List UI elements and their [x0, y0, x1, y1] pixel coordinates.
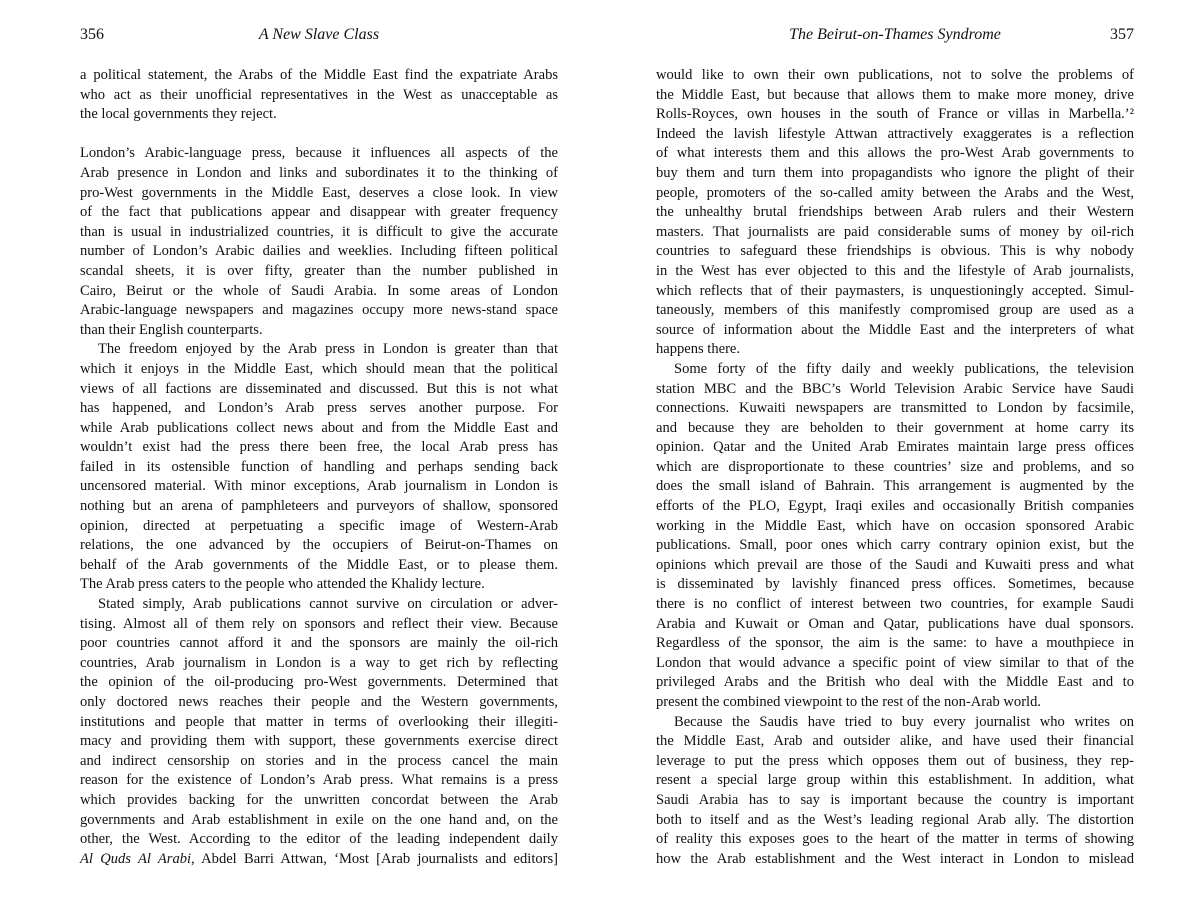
text-line: would like to own their own publications, not to solve the problems of: [656, 67, 1134, 83]
text-line: the Middle East, Arab and outsider alike, and have used their financial: [656, 733, 1134, 750]
text-line: institutions and people that matter in terms of overlooking their illegiti-: [80, 713, 558, 730]
paragraph: [80, 595, 558, 869]
paragraph: [80, 144, 558, 340]
text-line: than is usual in industrialized countries, it is difficult to give the accurate: [80, 223, 558, 240]
text-line: the opinion of the oil-producing pro-West governments. Determined that: [80, 674, 558, 691]
text-line: number of London’s Arabic dailies and weeklies. Including fifteen political: [80, 243, 558, 260]
running-title-left: A New Slave Class: [258, 26, 380, 43]
text-line: present the combined viewpoint to the rest of the non-Arab world.: [656, 694, 1041, 710]
paragraph: [656, 360, 1134, 713]
text-line: failed in its ostensible function of handling and perhaps sending back: [80, 458, 558, 475]
text-line: of reality this exposes goes to the heart of the matter in terms of showing: [656, 831, 1134, 848]
text-line: working in the Middle East, which have on occasion sponsored Arabic: [656, 517, 1134, 534]
text-line: views of all factions are disseminated and discussed. But this is not what: [80, 380, 558, 397]
text-line: London that would advance a specific point of view similar to that of the: [656, 654, 1134, 671]
text-line: other, the West. According to the editor of the leading independent daily: [80, 831, 558, 848]
text-line: the local governments they reject.: [80, 106, 277, 123]
text-line: Saudi Arabia has to say is important because the country is important: [656, 791, 1134, 808]
text-line: people, promoters of the so-called amity between the Arabs and the West,: [656, 184, 1134, 201]
text-line: which are disproportionate to these countries’ size and problems, and so: [656, 458, 1134, 475]
text-line: which reflects that of their paymasters, is unquestioningly accepted. Simul-: [656, 282, 1134, 299]
page-number-right: 357: [1110, 26, 1134, 43]
text-line: countries to safeguard these friendships is obvious. This is why nobody: [656, 243, 1134, 260]
text-line: the Middle East, but because that allows them to make more money, drive: [656, 86, 1134, 103]
text-line: source of information about the Middle East and the interpreters of what: [656, 321, 1134, 338]
text-line: reason for the existence of London’s Arab press. What remains is a press: [80, 772, 558, 789]
text-line: in the West has ever objected to this and the lifestyle of Arab journalists,: [656, 262, 1134, 279]
text-line: Indeed the lavish lifestyle Attwan attractively exaggerates is a reflection: [656, 125, 1134, 142]
text-line: which provides backing for the unwritten concordat between the Arab: [80, 791, 558, 808]
text-line: [80, 850, 558, 870]
paragraph: [80, 66, 558, 125]
text-line: only doctored news reaches their people and the Western governments,: [80, 694, 558, 710]
text-line: opinions which prevail are those of the Saudi and Kuwaiti press and what: [656, 556, 1134, 573]
text-line: resent a special large group within this establishment. In addition, what: [656, 772, 1134, 789]
text-line: has happened, and London’s Arab press serves another purpose. For: [80, 400, 558, 417]
text-line: macy and providing them with support, these governments exercise direct: [80, 733, 558, 750]
paragraph: [656, 713, 1134, 870]
text-line: scandal sheets, it is over fifty, greater than the number published in: [80, 262, 558, 279]
text-line: station MBC and the BBC’s World Television Arabic Service have Saudi: [656, 380, 1134, 397]
text-line: leverage to put the press which opposes them out of business, they rep-: [656, 752, 1134, 769]
text-line: of what interests them and this allows the pro-West Arab governments to: [656, 145, 1134, 162]
left-running-head: [80, 26, 558, 48]
text-line: behalf of the Arab governments of the Middle East, or to please them.: [80, 556, 558, 573]
text-line: than their English counterparts.: [80, 321, 263, 338]
text-line: taneously, members of this manifestly compromised group are used as a: [656, 302, 1134, 319]
paragraph: [656, 66, 1134, 360]
text-line: The Arab press caters to the people who attended the Khalidy lecture.: [80, 576, 485, 593]
text-line: how the Arab establishment and the West interact in London to mislead: [656, 850, 1134, 867]
text-line: and indirect censorship on stories and in the process cancel the main: [80, 752, 558, 769]
text-line: tising. Almost all of them rely on sponsors and reflect their view. Because: [80, 615, 558, 632]
right-body-text: [656, 66, 1134, 869]
text-line: privileged Arabs and the British who deal with the Middle East and to: [656, 674, 1134, 691]
right-page: [656, 0, 1134, 898]
text-line: pro-West governments in the Middle East, deserves a close look. In view: [80, 184, 558, 201]
text-line: which it enjoys in the Middle East, which should mean that the political: [80, 360, 558, 377]
text-line: the unhealthy brutal friendships between Arab rulers and their Western: [656, 204, 1134, 221]
text-line: uncensored material. With minor exceptions, Arab journalism in London is: [80, 478, 558, 495]
paragraph: [80, 340, 558, 595]
text-line: masters. That journalists are paid considerable sums of money by oil-rich: [656, 223, 1134, 240]
right-running-head: [656, 26, 1134, 48]
text-line: Stated simply, Arab publications cannot survive on circulation or adver-: [98, 596, 558, 613]
text-line: relations, the one advanced by the occupiers of Beirut-on-Thames on: [80, 537, 558, 554]
text-line: Cairo, Beirut or the whole of Saudi Arabia. In some areas of London: [80, 282, 558, 299]
text-line: nothing but an arena of pamphleteers and purveyors of shallow, sponsored: [80, 498, 558, 515]
text-line: The freedom enjoyed by the Arab press in London is greater than that: [98, 341, 558, 358]
text-line: and because they are beholden to their government at home carry its: [656, 419, 1134, 436]
text-line: there is no conflict of interest between two countries, for example Saudi: [656, 596, 1134, 613]
text-line: connections. Kuwaiti newspapers are transmitted to London by facsimile,: [656, 400, 1134, 417]
text-line: Arab presence in London and links and subordinates it to the thinking of: [80, 164, 558, 181]
text-line: happens there.: [656, 341, 741, 358]
text-line: wouldn’t exist had the press there been free, the local Arab press has: [80, 439, 558, 456]
text-line: of the fact that publications appear and disappear with greater frequency: [80, 204, 558, 221]
text-line: opinion, directed at perpetuating a specific image of Western-Arab: [80, 517, 558, 534]
left-body-text: [80, 66, 558, 869]
text-line: Because the Saudis have tried to buy every journalist who writes on: [674, 713, 1134, 730]
newspaper-title: Al Quds Al Arabi: [80, 850, 192, 867]
text-line: Some forty of the fifty daily and weekly publications, the television: [674, 360, 1134, 377]
text-line: Regardless of the sponsor, the aim is the same: to have a mouthpiece in: [656, 635, 1134, 652]
left-page: [80, 0, 558, 898]
text-line: buy them and turn them into propagandists who ignore the plight of their: [656, 164, 1134, 181]
text-line: both to itself and as the West’s leading regional Arab ally. The distortion: [656, 811, 1134, 828]
text-line: London’s Arabic-language press, because it influences all aspects of the: [80, 145, 558, 162]
text-line: Arabia and Kuwait or Oman and Qatar, publications have dual sponsors.: [656, 615, 1134, 632]
text-line: countries, Arab journalism in London is a way to get rich by reflecting: [80, 654, 558, 671]
text-line: does the small island of Bahrain. This arrangement is augmented by the: [656, 478, 1134, 495]
text-line: Arabic-language newspapers and magazines occupy more news-stand space: [80, 302, 558, 319]
text-line: publications. Small, poor ones which carry contrary opinion exist, but the: [656, 537, 1134, 554]
text-line: who act as their unofficial representatives in the West as unacceptable as: [80, 86, 558, 103]
text-line: efforts of the PLO, Egypt, Iraqi exiles and occasionally British companies: [656, 498, 1134, 515]
text-line: while Arab publications collect news about and from the Middle East and: [80, 419, 558, 436]
running-title-right: The Beirut-on-Thames Syndrome: [789, 26, 1001, 43]
text-line-rest: , Abdel Barri Attwan, ‘Most [Arab journalists and editors]: [191, 850, 558, 867]
paragraph-gap: [80, 125, 558, 145]
text-line: governments and Arab establishment in exile on the one hand and, on the: [80, 811, 558, 828]
text-line: opinion. Qatar and the United Arab Emirates maintain large press offices: [656, 439, 1134, 456]
text-line: is disseminated by lavishly financed press offices. Sometimes, because: [656, 576, 1134, 593]
text-line: poor countries cannot afford it and the sponsors are mainly the oil-rich: [80, 635, 558, 652]
text-line: a political statement, the Arabs of the Middle East find the expatriate Arabs: [80, 67, 558, 83]
page-number-left: 356: [80, 26, 104, 43]
text-line: Rolls-Royces, own houses in the south of France or villas in Marbella.’²: [656, 106, 1134, 123]
